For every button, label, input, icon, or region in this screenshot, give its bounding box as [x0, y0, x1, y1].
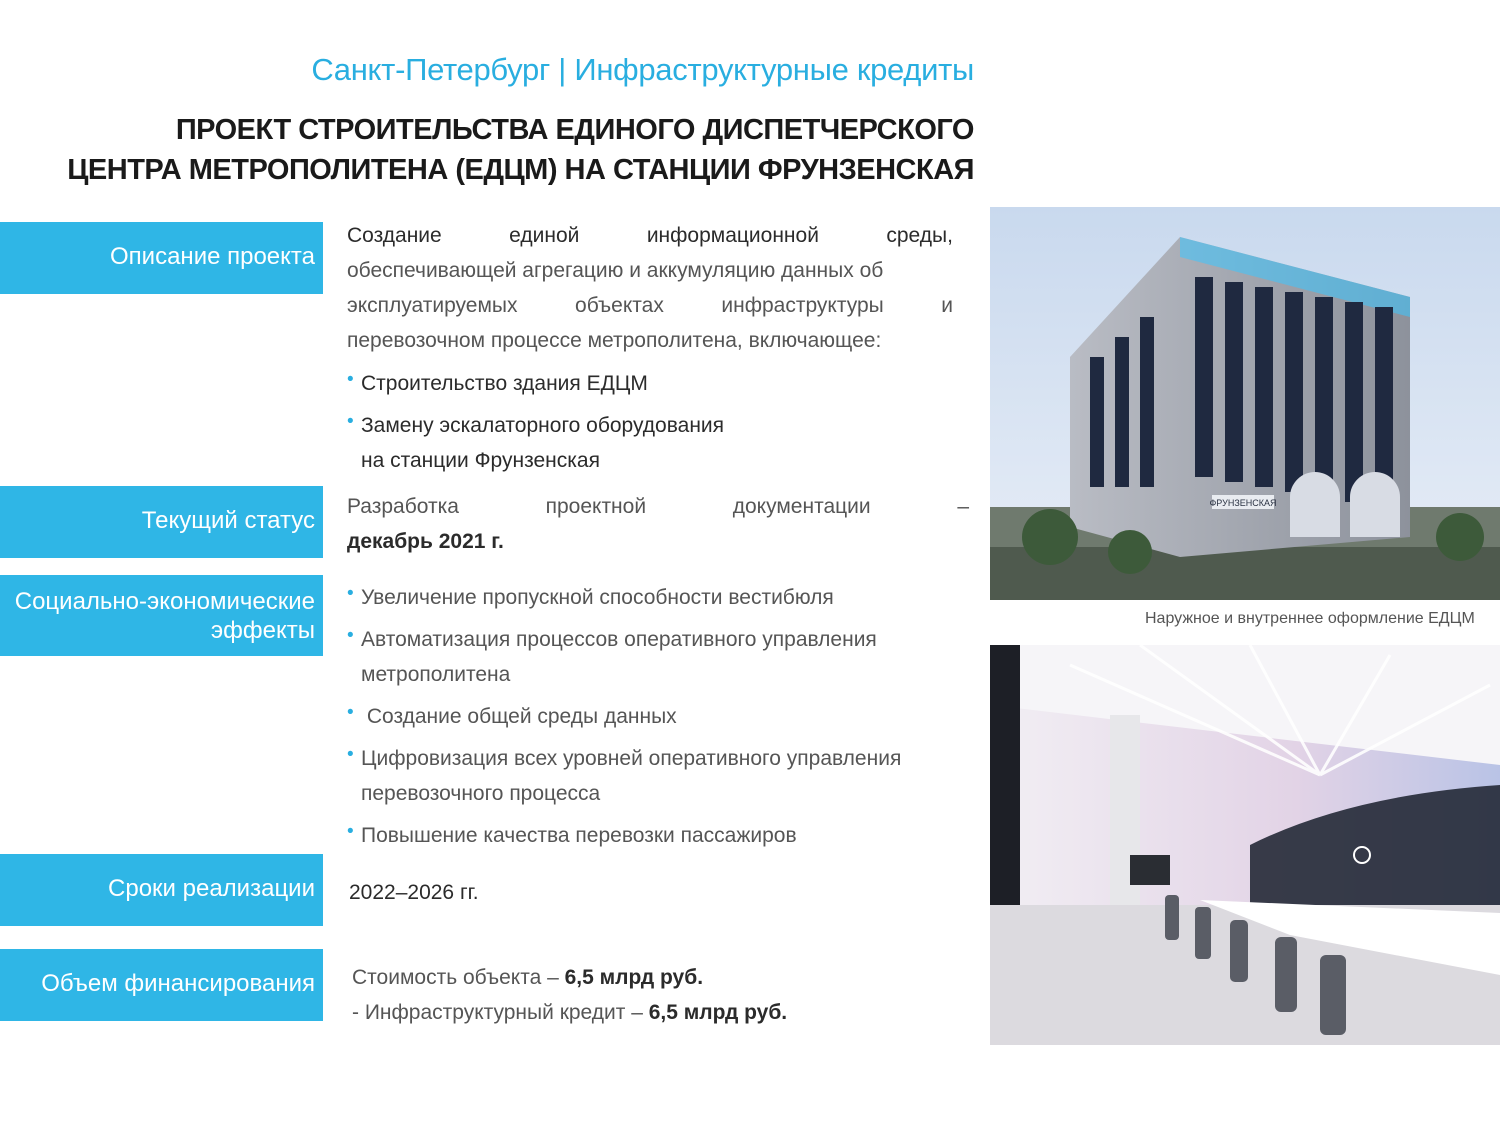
status-text: [347, 489, 969, 559]
funding-cost: Стоимость объекта – 6,5 млрд руб.: [352, 966, 704, 989]
interior-render-image: [990, 645, 1500, 1045]
title-line-1: ПРОЕКТ СТРОИТЕЛЬСТВА ЕДИНОГО ДИСПЕТЧЕРСКОГО: [175, 114, 974, 146]
bullet-icon: •: [347, 583, 354, 604]
list-item: • Цифровизация всех уровней оперативного управления перевозочного процесса: [347, 741, 927, 811]
exterior-render-image: [990, 207, 1500, 600]
status-line-1: Разработка проектной документации –: [347, 495, 969, 518]
list-item: • Замену эскалаторного оборудования на станции Фрунзенская: [347, 408, 751, 478]
bullet-icon: •: [347, 744, 354, 765]
timeline-value: 2022–2026 гг.: [349, 881, 479, 904]
title-line-2: ЦЕНТРА МЕТРОПОЛИТЕНА (ЕДЦМ) НА СТАНЦИИ ФРУНЗЕНСКАЯ: [67, 154, 974, 186]
funding-credit: - Инфраструктурный кредит – 6,5 млрд руб.: [352, 1001, 788, 1024]
list-item: • Повышение качества перевозки пассажиров: [347, 818, 927, 853]
page-title: [67, 110, 974, 190]
label-socio-economic-effects: Социально-экономические эффекты: [0, 575, 323, 656]
list-item: • Строительство здания ЕДЦМ: [347, 366, 953, 401]
exterior-building-illustration: [990, 207, 1500, 600]
bullet-icon: •: [347, 625, 354, 646]
description-line-1: Создание единой информационной среды,: [347, 224, 953, 247]
status-date: декабрь 2021 г.: [347, 530, 504, 553]
project-description: [347, 218, 953, 485]
funding-details: [352, 960, 787, 1030]
effects-list: [347, 580, 927, 853]
building-sign: ФРУНЗЕНСКАЯ: [1209, 498, 1277, 508]
effects-list-container: [347, 580, 927, 860]
description-line-3: эксплуатируемых объектах инфраструктуры и: [347, 294, 953, 317]
bullet-icon: •: [347, 702, 354, 723]
label-current-status: Текущий статус: [0, 486, 323, 558]
bullet-icon: •: [347, 821, 354, 842]
label-project-description: Описание проекта: [0, 222, 323, 294]
label-timeline: Сроки реализации: [0, 854, 323, 926]
list-item: • Автоматизация процессов оперативного управления метрополитена: [347, 622, 927, 692]
description-bullets: [347, 366, 953, 478]
label-funding: Объем финансирования: [0, 949, 323, 1021]
list-item: • Создание общей среды данных: [347, 699, 927, 734]
interior-hall-illustration: [990, 645, 1500, 1045]
bullet-icon: •: [347, 369, 354, 390]
description-line-2: обеспечивающей агрегацию и аккумуляцию данных об: [347, 259, 884, 282]
description-line-4: перевозочном процессе метрополитена, включающее:: [347, 329, 882, 352]
bullet-icon: •: [347, 411, 354, 432]
images-caption: Наружное и внутреннее оформление ЕДЦМ: [1145, 610, 1475, 627]
region-subtitle: Санкт-Петербург | Инфраструктурные кредиты: [311, 52, 974, 87]
list-item: • Увеличение пропускной способности вестибюля: [347, 580, 927, 615]
